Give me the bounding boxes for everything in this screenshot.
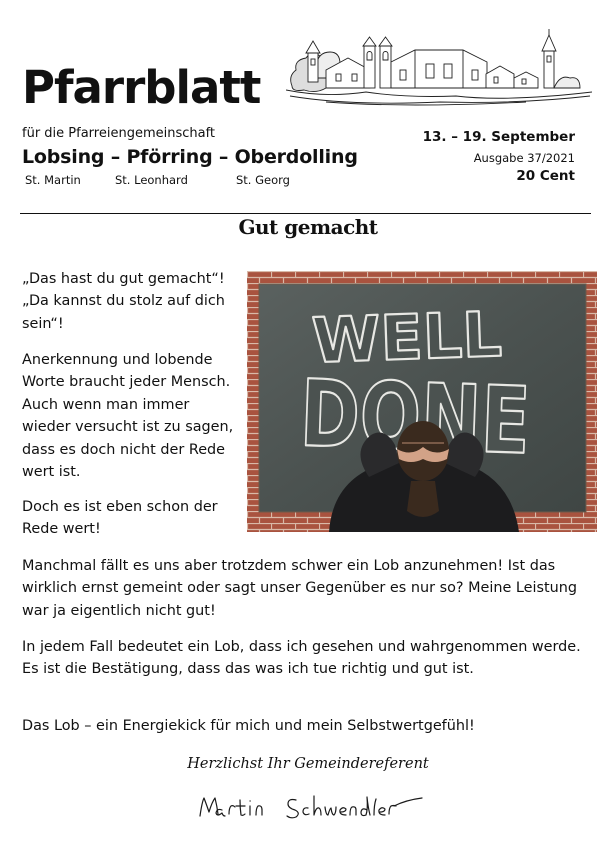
article-paragraph: Manchmal fällt es uns aber trotzdem schwer ein Lob anzunehmen! Ist das wirklich ernst gemeint oder sagt unser Gegenüber es nur so? Meine Leistung war ja eigentlich nicht gut! [22,558,578,619]
article-paragraph: „Das hast du gut gemacht“! „Da kannst du stolz auf dich sein“! [22,271,225,332]
header-divider [20,213,591,214]
chalk-text-well: WELL [310,297,503,378]
issue-price: 20 Cent [516,168,575,184]
closing-greeting: Herzlichst Ihr Gemeindereferent [187,756,429,772]
chalk-text-done: DONE [298,360,597,478]
issue-dates: 13. – 19. September [422,129,575,145]
article-paragraph: Das Lob – ein Energiekick für mich und mein Selbstwertgefühl! [22,718,475,734]
article-headline: Gut gemacht [238,215,378,239]
newsletter-subtitle: für die Pfarreiengemeinschaft [22,126,216,141]
well-done-chalkboard-photo [247,271,597,532]
article-paragraph: In jedem Fall bedeutet ein Lob, dass ich gesehen und wahrgenommen werde. Es ist die Bestätigung, dass das was ich tue richtig und gut ist. [22,639,581,678]
church-village-illustration [286,26,592,108]
newsletter-title: Pfarrblatt [22,61,261,114]
saint-lobsing: St. Martin [25,173,81,187]
saint-pfoerring: St. Leonhard [115,173,188,187]
article-paragraph: Doch es ist eben schon der Rede wert! [22,499,218,538]
article-paragraph: Anerkennung und lobende Worte braucht jeder Mensch. Auch wenn man immer wieder versucht ist zu sagen, dass es doch nicht der Rede wert ist. [22,352,234,481]
parish-names: Lobsing – Pförring – Oberdolling [22,146,358,168]
handwritten-signature [196,788,426,824]
issue-number: Ausgabe 37/2021 [473,151,575,165]
saint-oberdolling: St. Georg [236,173,290,187]
